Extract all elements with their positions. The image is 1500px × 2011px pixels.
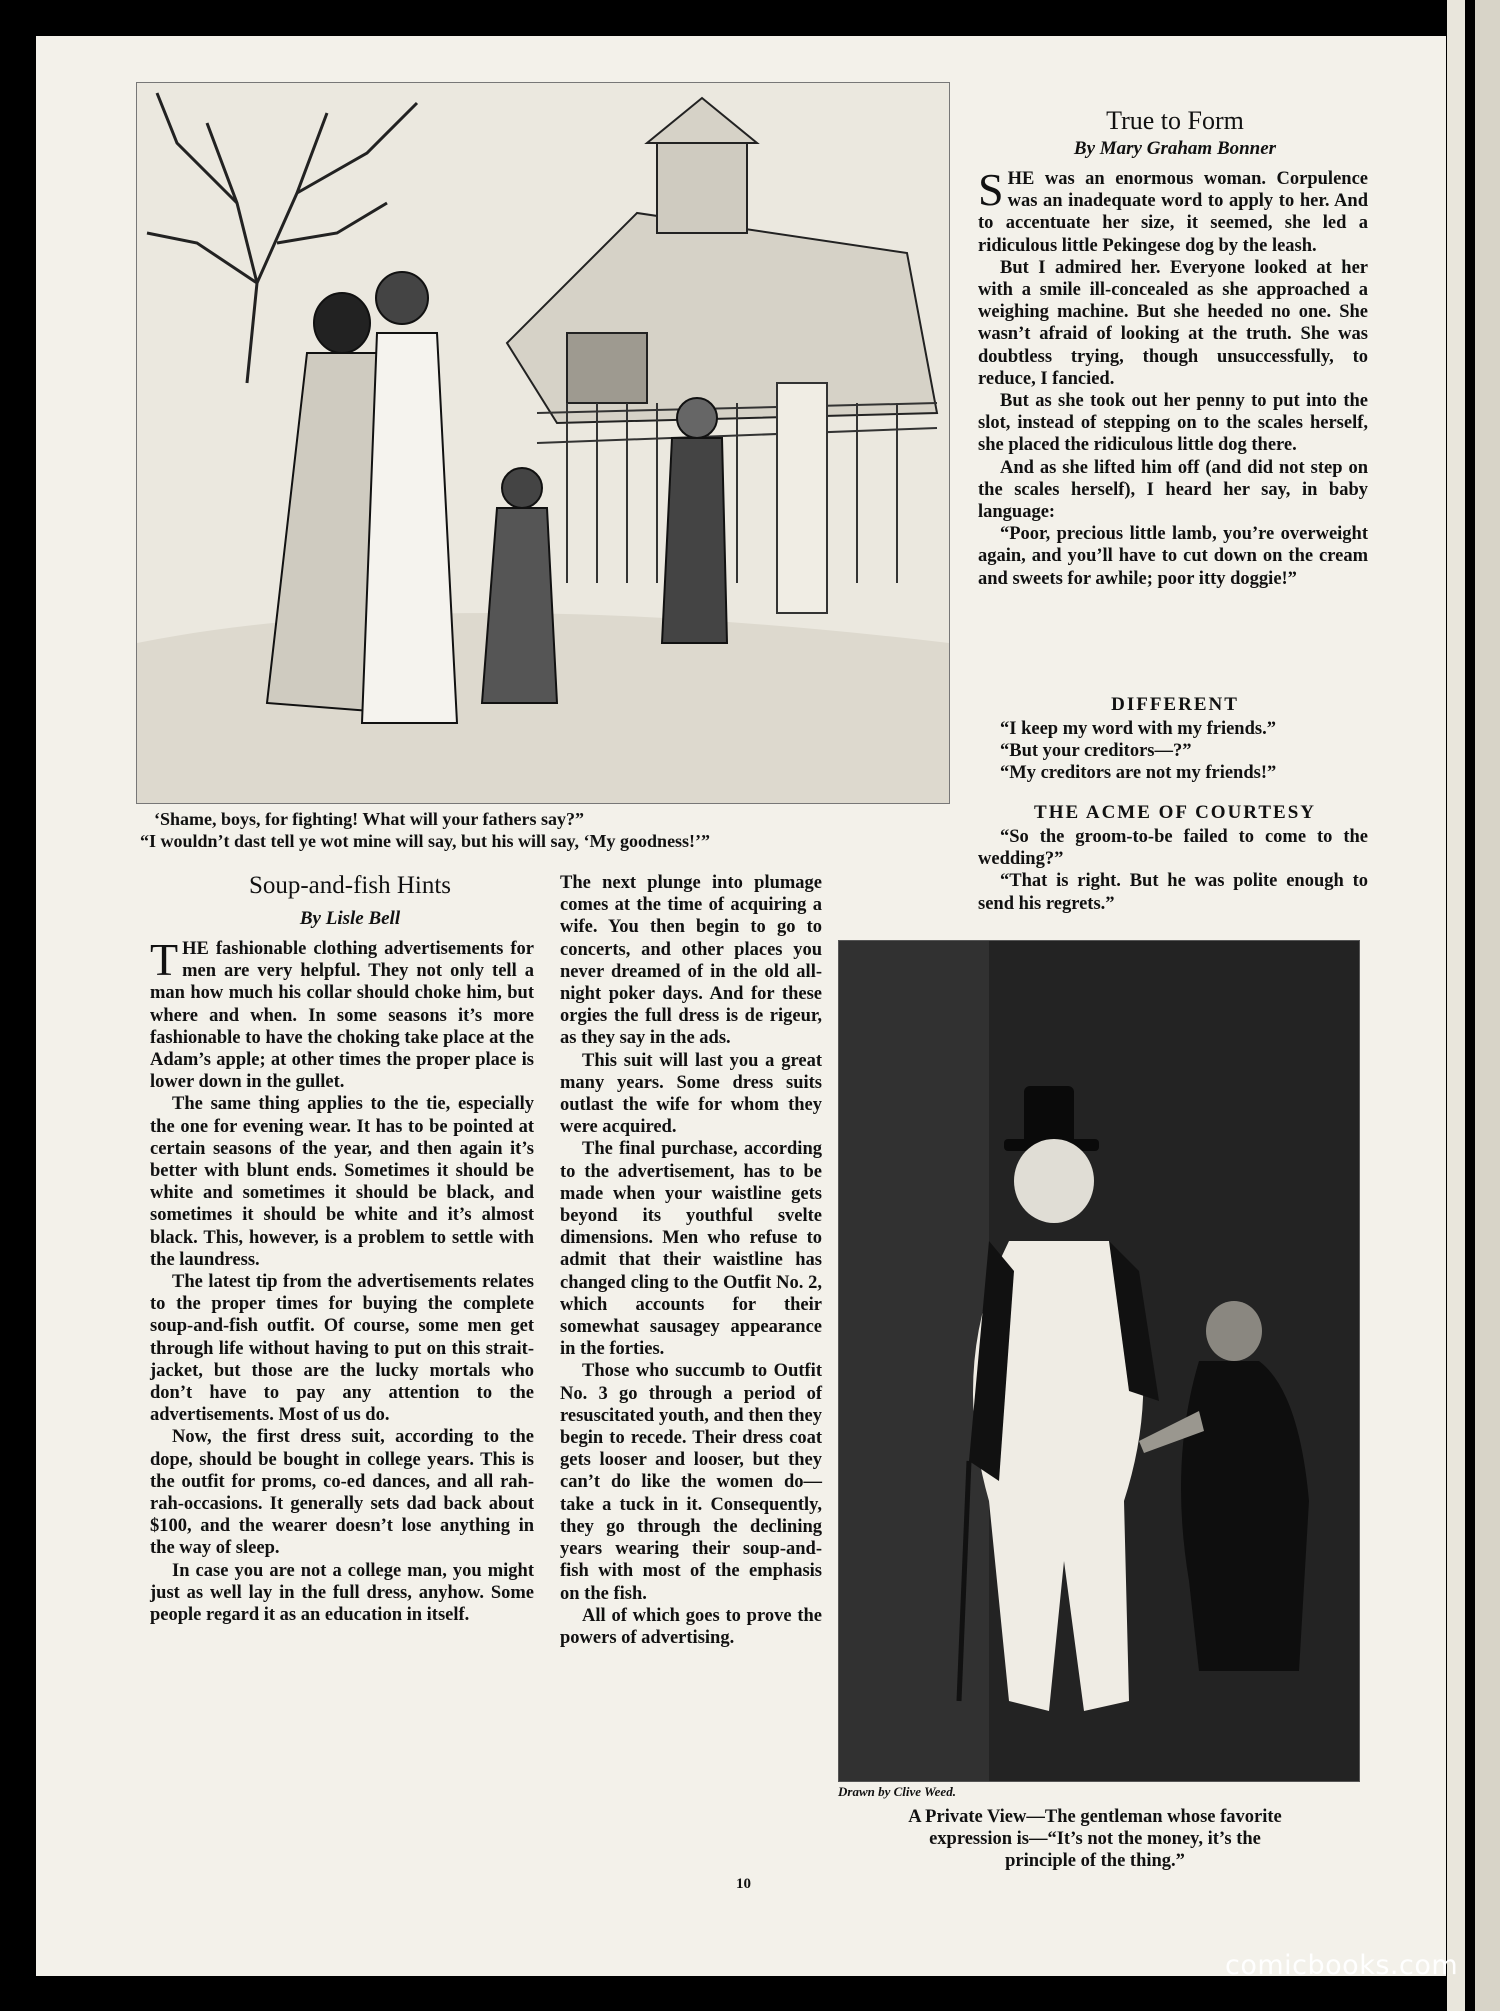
page-number: 10 — [736, 1876, 751, 1892]
acme-joke — [978, 826, 1368, 915]
soup-byline: By Lisle Bell — [299, 908, 401, 929]
street-scene-illustration — [136, 82, 950, 804]
article-paragraph: The next plunge into plumage comes at the time of acquiring a wife. You then begin to go to concerts, and other places you never dreamed of in the old all-night poker days. And for these orgies the full dress is de rigeur, as they say in the ads. — [560, 873, 822, 1049]
paragraph-text: HE was an enormous woman. Corpulence was an inadequate word to apply to her. And to accentuate her size, it seemed, she led a ridiculous little Pekingese dog by the leash. — [978, 169, 1368, 256]
article-paragraph: The latest tip from the advertisements relates to the proper times for buying the complete soup-and-fish outfit. Of course, some men get through life without having to put on this strait-jacket, but those are the lucky mortals who don’t have to pay any attention to the advertisements. Most of us do. — [150, 1272, 534, 1426]
article-paragraph: And as she lifted him off (and did not step on the scales herself), I heard her say, in baby language: — [978, 457, 1368, 523]
street-scene-drawing — [137, 83, 949, 803]
true-to-form-article — [978, 164, 1368, 590]
article-paragraph: In case you are not a college man, you might just as well lay in the full dress, anyhow. Some people regard it as an education in itself. — [150, 1560, 534, 1626]
private-view-illustration — [838, 940, 1360, 1782]
caption-line: principle of the thing.” — [1005, 1851, 1185, 1871]
caption-line: expression is—“It’s not the money, it’s the — [929, 1829, 1261, 1849]
article-paragraph — [150, 934, 534, 1093]
joke-line: “That is right. But he was polite enough to send his regrets.” — [978, 871, 1368, 914]
true-to-form-byline: By Mary Graham Bonner — [1073, 138, 1277, 159]
article-paragraph: But as she took out her penny to put into the slot, instead of stepping on to the scales herself, she placed the ridiculous little dog there. — [978, 391, 1368, 456]
artist-credit: Drawn by Clive Weed. — [838, 1784, 956, 1799]
caption-line: A Private View—The gentleman whose favorite — [908, 1807, 1282, 1827]
private-view-drawing — [839, 941, 1359, 1781]
article-paragraph: The same thing applies to the tie, especially the one for evening wear. It has to be pointed at certain seasons of the year, and then again it’s better with blunt ends. Sometimes it should be white and sometimes it should be black, and sometimes it should be white and it’s almost black. This, however, is a problem to settle with the laundress. — [150, 1094, 534, 1270]
article-paragraph: This suit will last you a great many years. Some dress suits outlast the wife for whom they were acquired. — [560, 1050, 822, 1138]
joke-line: “But your creditors—?” — [1000, 741, 1192, 762]
drop-cap: S — [978, 164, 1004, 215]
article-paragraph: Those who succumb to Outfit No. 3 go through a period of resuscitated youth, and then they begin to recede. Their dress coat gets looser and looser, but they can’t do like the women do—take a tuck in it. Consequently, they go through the declining years wearing their soup-and-fish with most of the emphasis on the fish. — [560, 1361, 822, 1604]
private-view-caption — [835, 1806, 1355, 1872]
article-paragraph: All of which goes to prove the powers of advertising. — [560, 1605, 822, 1648]
site-watermark: comicbooks.com — [1225, 1950, 1459, 1981]
paragraph-text: HE fashionable clothing advertisements for men are very helpful. They not only tell a man how much his collar should choke him, but where and when. In some seasons it’s more fashionable to have the choking take place at the Adam’s apple; at other times the proper place is lower down in the gullet. — [150, 939, 534, 1093]
article-paragraph: But I admired her. Everyone looked at her with a smile ill-concealed as she approached a weighing machine. But she heeded no one. She wasn’t afraid of looking at the truth. She was doubtless trying, though unsuccessfully, to reduce, I fancied. — [978, 257, 1368, 389]
soup-column-2 — [560, 872, 822, 1649]
acme-title: THE ACME OF COURTESY — [1034, 802, 1316, 823]
caption-line: ‘Shame, boys, for fighting! What will your fathers say?” — [154, 809, 585, 829]
page-spine — [1447, 0, 1465, 2011]
different-joke — [978, 718, 1368, 785]
joke-line: “So the groom-to-be failed to come to the wedding?” — [978, 827, 1368, 870]
article-paragraph: The final purchase, according to the advertisement, has to be made when your waistline gets beyond its youthful svelte dimensions. Men who refuse to admit that their waistline has changed cling to the Outfit No. 2, which accounts for their somewhat sausagey appearance in the forties. — [560, 1139, 822, 1360]
illustration-caption — [140, 808, 960, 852]
caption-line: “I wouldn’t dast tell ye wot mine will say, but his will say, ‘My goodness!’” — [140, 831, 711, 851]
next-page-edge — [1475, 0, 1500, 2011]
soup-title: Soup-and-fish Hints — [248, 872, 452, 899]
soup-column-1 — [150, 934, 534, 1626]
article-paragraph — [978, 164, 1368, 257]
drop-cap: T — [150, 934, 179, 985]
true-to-form-title: True to Form — [1106, 106, 1244, 135]
article-paragraph: Now, the first dress suit, according to the dope, should be bought in college years. This is the outfit for proms, co-ed dances, and all rah-rah-occasions. It generally sets dad back about $100, and the wearer doesn’t lose anything in the way of sleep. — [150, 1427, 534, 1559]
article-paragraph: “Poor, precious little lamb, you’re overweight again, and you’ll have to cut down on the cream and sweets for awhile; poor itty doggie!” — [978, 524, 1368, 589]
joke-line: “I keep my word with my friends.” — [1000, 719, 1276, 739]
joke-line: “My creditors are not my friends!” — [1000, 763, 1277, 784]
different-title: DIFFERENT — [1111, 694, 1239, 715]
